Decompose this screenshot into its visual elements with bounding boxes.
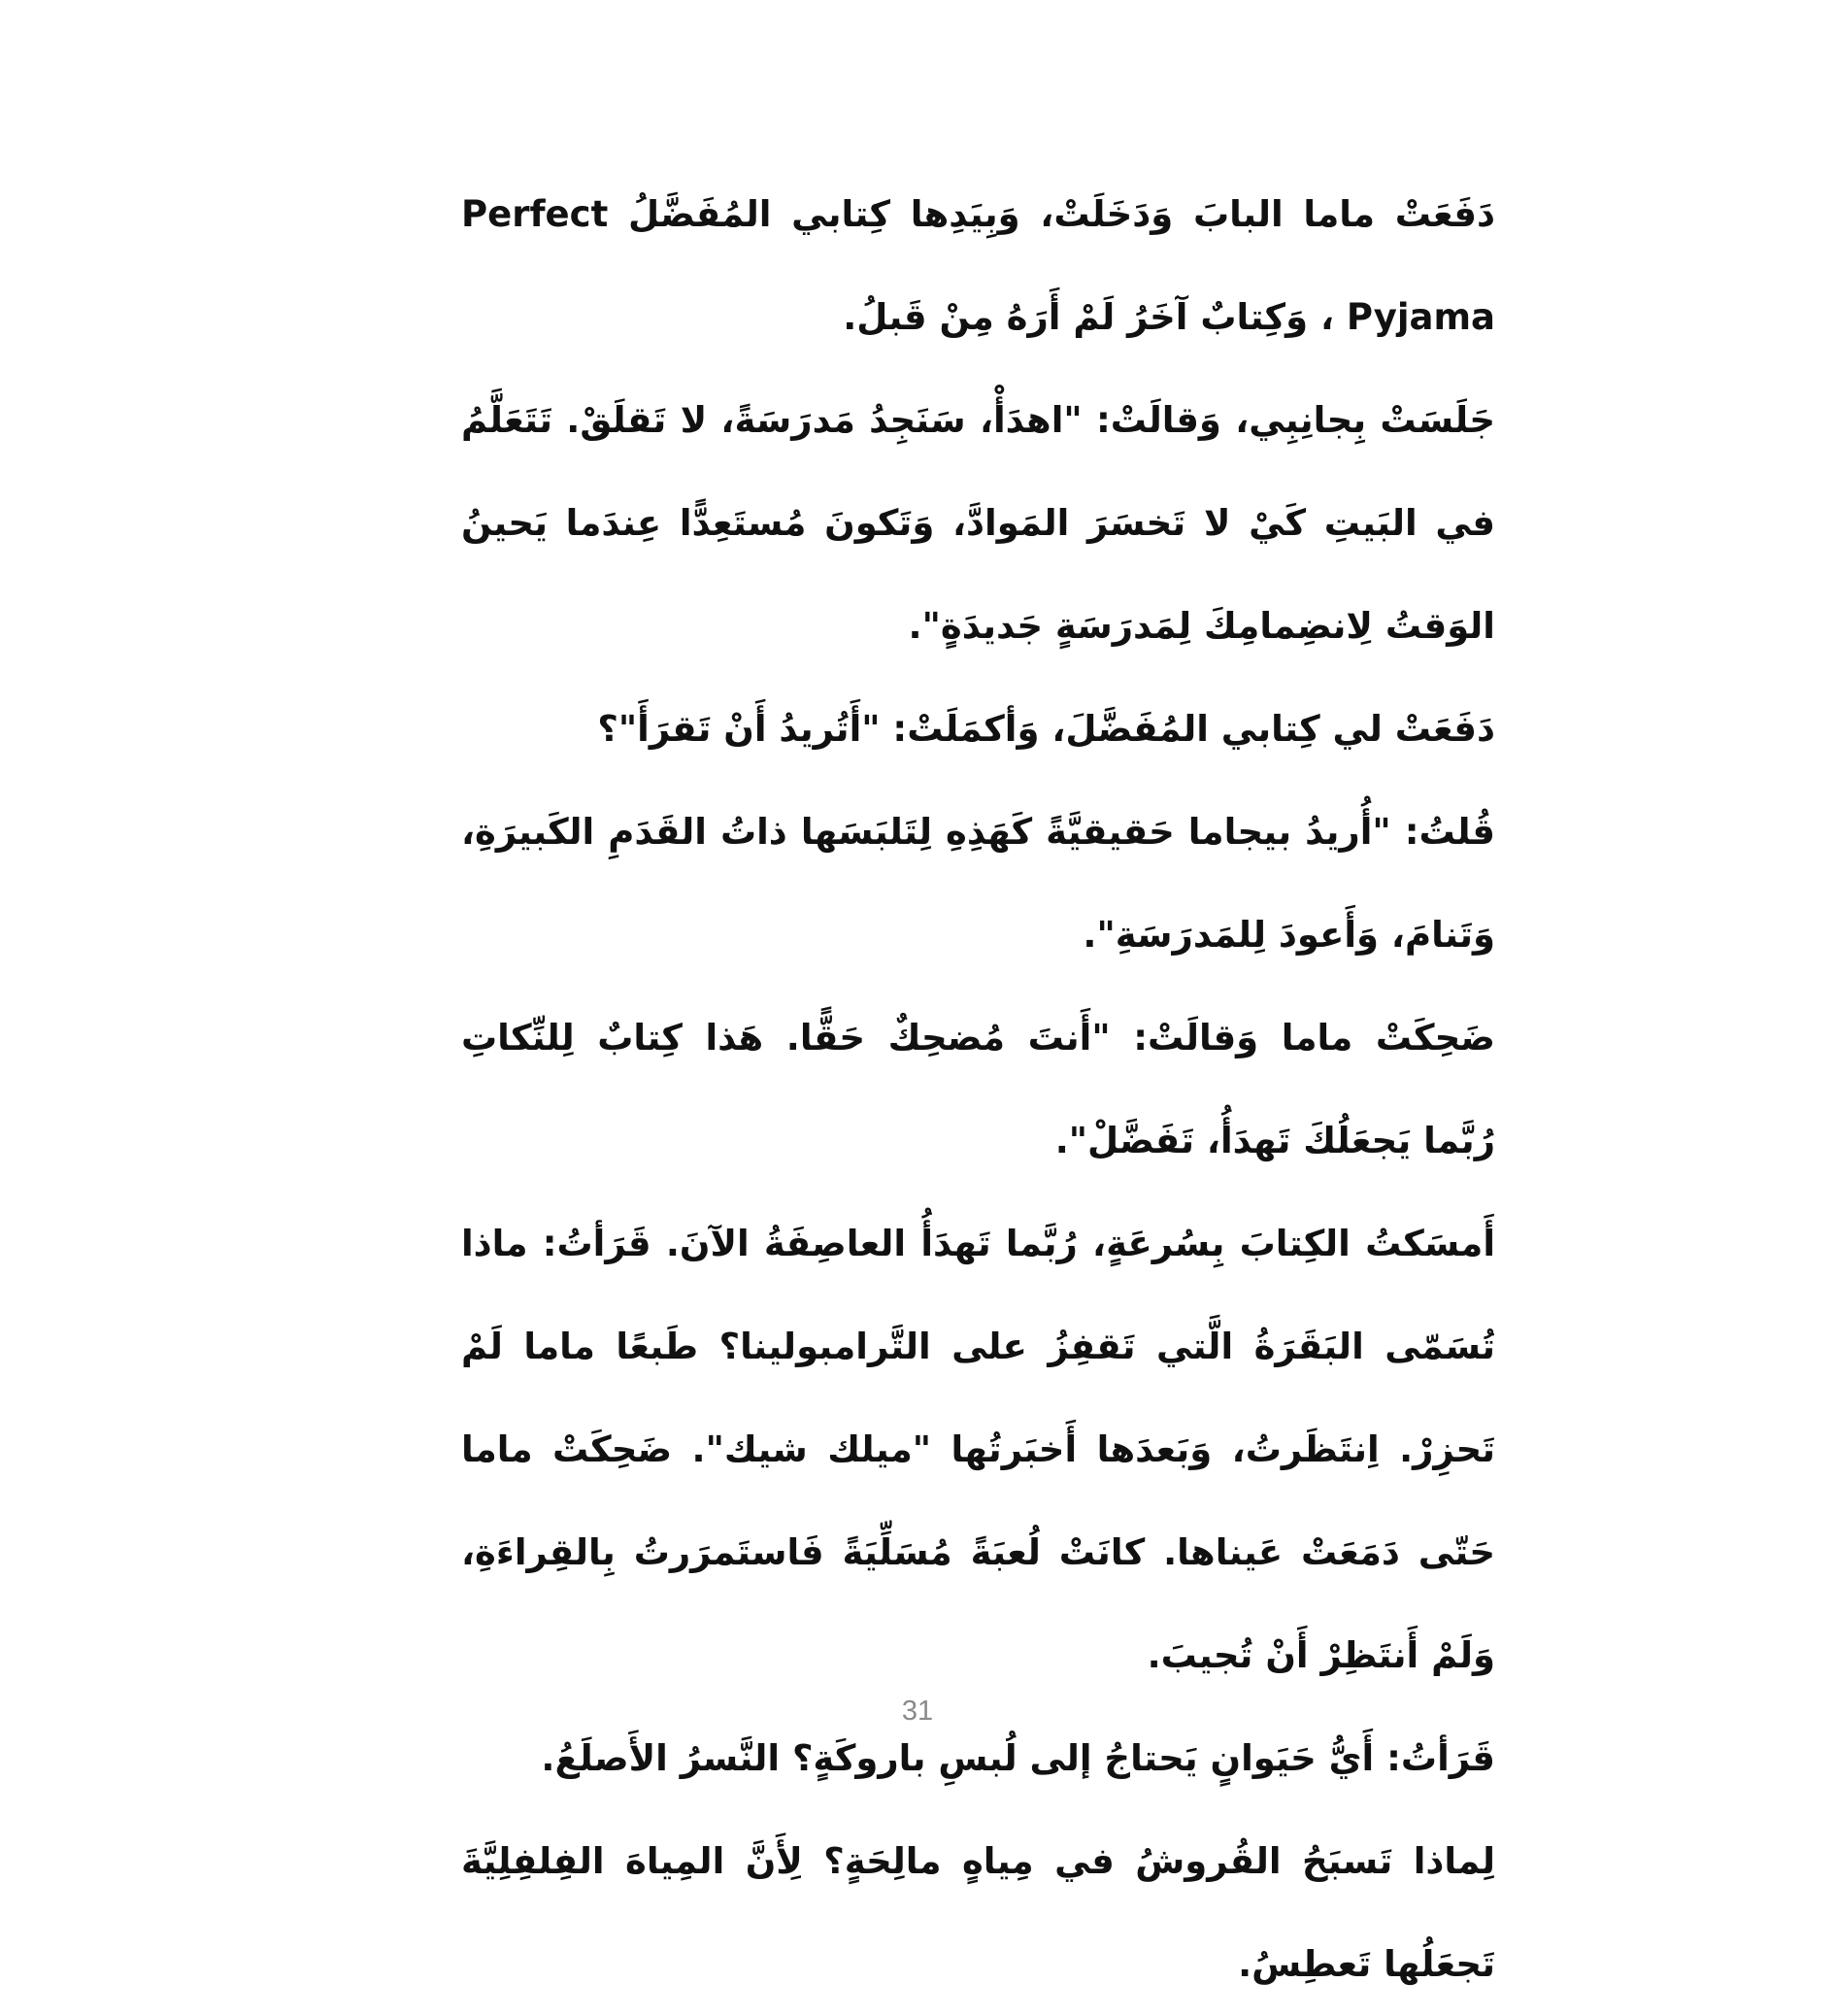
paragraph-8: لِماذا تَسبَحُ القُروشُ في مِياهٍ مالِحَةٍ؟ لِأَنَّ المِياهَ الفِلفِلِيَّةَ تَجعَلُها تَعطِسُ. <box>461 1840 1495 1985</box>
paragraph-4: قُلتُ: "أُريدُ بيجاما حَقيقيَّةً كَهَذِهِ لِتَلبَسَها ذاتُ القَدَمِ الكَبيرَةِ، وَتَنامَ، وَأَعودَ لِلمَدرَسَةِ". <box>461 811 1495 956</box>
paragraph-1 <box>461 163 1495 369</box>
paragraph-1-before: دَفَعَتْ ماما البابَ وَدَخَلَتْ، وَبِيَدِها كِتابي المُفَضَّلُ <box>608 193 1495 235</box>
page-number: 31 <box>901 1696 934 1727</box>
paragraph-7: قَرَأتُ: أَيُّ حَيَوانٍ يَحتاجُ إلى لُبسِ باروكَةٍ؟ النَّسرُ الأَصلَعُ. <box>541 1737 1495 1779</box>
paragraph-6: أَمسَكتُ الكِتابَ بِسُرعَةٍ، رُبَّما تَهدَأُ العاصِفَةُ الآنَ. قَرَأتُ: ماذا تُسَمّى البَقَرَةُ الَّتي تَقفِزُ على التَّرامبولينا؟ طَبعًا ماما لَمْ تَحزِرْ. اِنتَظَرتُ، وَبَعدَها أَخبَرتُها "ميلك شيك". ضَحِكَتْ ماما حَتّى دَمَعَتْ عَيناها. كانَتْ لُعبَةً مُسَلِّيَةً فَاستَمرَرتُ بِالقِراءَةِ، وَلَمْ أَنتَظِرْ أَنْ تُجيبَ. <box>461 1223 1495 1676</box>
book-title-latin: Perfect Pyjama <box>461 193 1495 338</box>
paragraph-5: ضَحِكَتْ ماما وَقالَتْ: "أَنتَ مُضحِكٌ حَقًّا. هَذا كِتابٌ لِلنِّكاتِ رُبَّما يَجعَلُكَ تَهدَأُ، تَفَضَّلْ". <box>461 1017 1495 1161</box>
story-text <box>461 163 1495 2016</box>
paragraph-3: دَفَعَتْ لي كِتابي المُفَضَّلَ، وَأكمَلَتْ: "أَتُريدُ أَنْ تَقرَأَ"؟ <box>597 708 1495 750</box>
paragraph-2: جَلَسَتْ بِجانِبِي، وَقالَتْ: "اهدَأْ، سَنَجِدُ مَدرَسَةً، لا تَقلَقْ. تَتَعَلَّمُ في البَيتِ كَيْ لا تَخسَرَ المَوادَّ، وَتَكونَ مُستَعِدًّا عِندَما يَحينُ الوَقتُ لِانضِمامِكَ لِمَدرَسَةٍ جَديدَةٍ". <box>461 399 1495 647</box>
paragraph-1-after: ، وَكِتابٌ آخَرُ لَمْ أَرَهُ مِنْ قَبلُ. <box>843 296 1347 338</box>
